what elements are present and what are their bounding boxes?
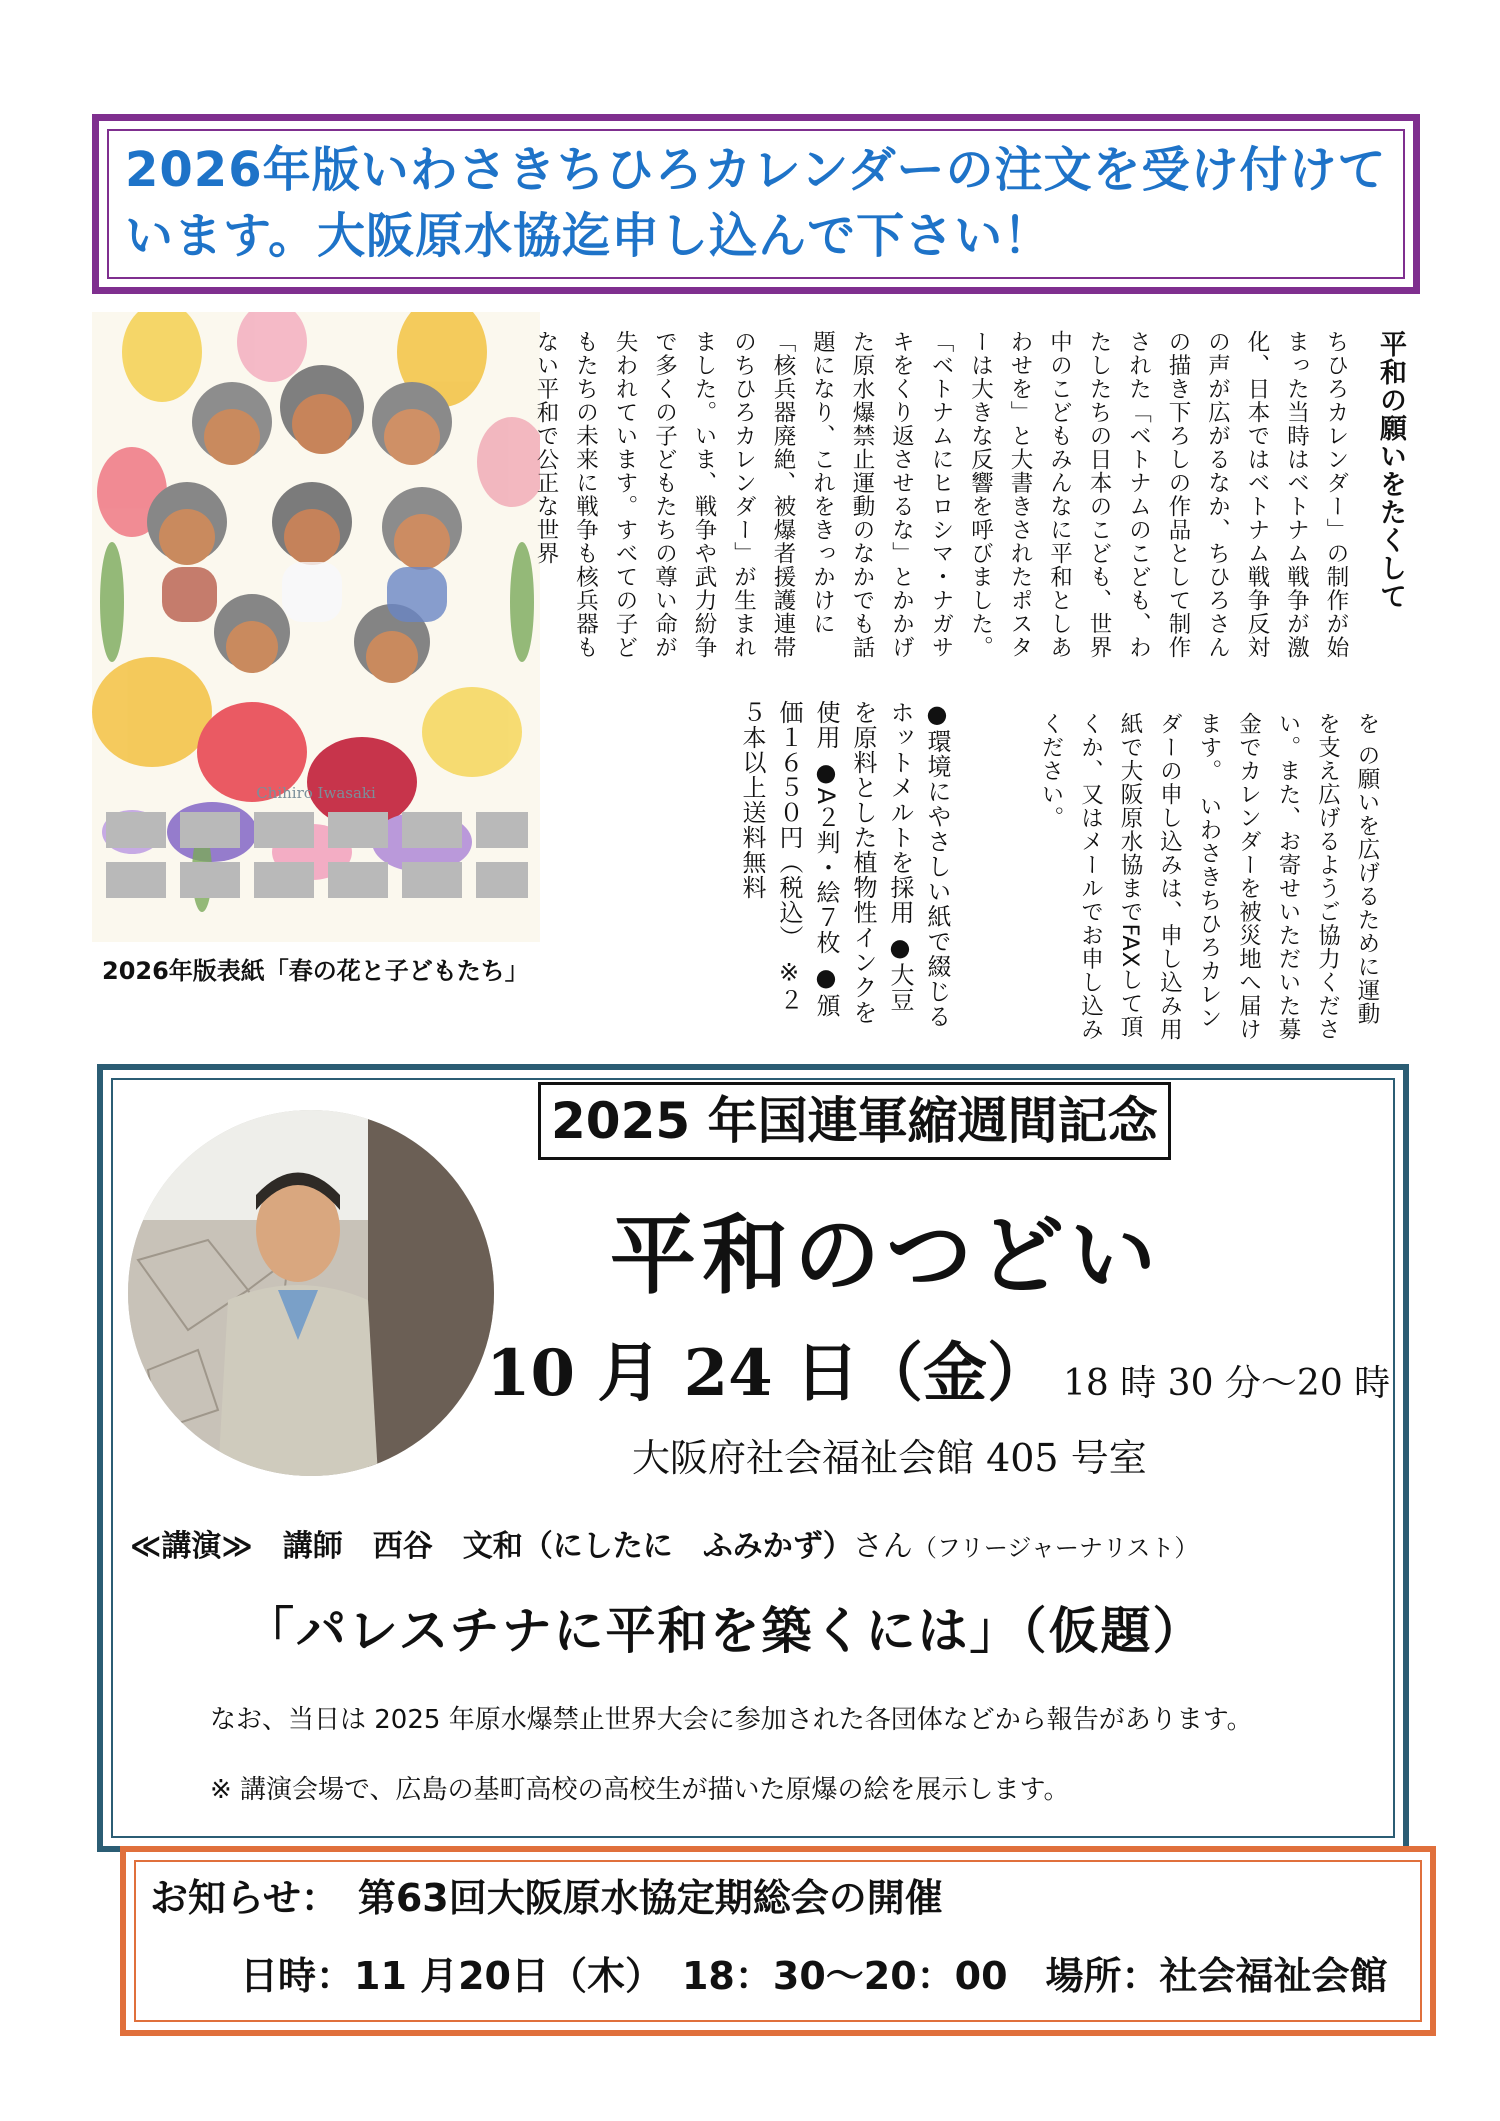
- notice-detail: 日時：11 月20日（木） 18：30～20：00 場所：社会福祉会館: [240, 1954, 1388, 1998]
- lecture-speaker: ≪講演≫ 講師 西谷 文和（にしたに ふみかず）: [130, 1529, 853, 1564]
- calendar-specs: ●環境にやさしい紙で綴じるホットメルトを採用 ●大豆を原料とした植物性インクを使用 ●A２判・絵７枚 ●頒価１６５０円（税込） ※２５本以上送料無料: [738, 700, 951, 1029]
- essay-body: ちひろカレンダー」の制作が始まった当時はベトナム戦争が激化、日本ではベトナム戦争反対の声が広がるなか、ちひろさんの描き下ろしの作品として制作された「ベトナムのこども、わたしたちの日本のこども、世界中のこどもみんなに平和としあわせを」と大書きされたポスターは大きな反響を呼びました。 「ベトナムにヒロシマ・ナガサキをくり返させるな」とかかげた原水爆禁止運動のなかでも話題になり、これをきっかけに「核兵器廃絶、被爆者援護連帯のちひろカレンダー」が生まれました。いま、戦争や武力紛争で多くの子どもたちの尊い命が失われています。すべての子どもたちの未来に戦争も核兵器もない平和で公正な世界: [533, 330, 1349, 672]
- event-note-exhibit: ※ 講演会場で、広島の基町高校の高校生が描いた原爆の絵を展示します。: [210, 1775, 1070, 1805]
- speaker-illustration: [128, 1110, 494, 1476]
- event-venue: 大阪府社会福祉会館 405 号室: [632, 1436, 1147, 1480]
- header-banner: [92, 114, 1420, 294]
- event-title: 平和のつどい: [610, 1206, 1162, 1306]
- lecture-suffix: さん: [852, 1529, 913, 1564]
- calendar-illustration: [92, 312, 540, 942]
- lecture-profession: （フリージャーナリスト）: [912, 1534, 1199, 1562]
- lecture-title: 「パレスチナに平和を築くには」（仮題）: [244, 1602, 1205, 1660]
- notice-title: お知らせ： 第63回大阪原水協定期総会の開催: [150, 1876, 943, 1920]
- event-date: 10 月 24 日（金）: [486, 1336, 1051, 1411]
- calendar-caption: 2026年版表紙「春の花と子どもたち」: [102, 957, 529, 985]
- event-kicker: 2025 年国連軍縮週間記念: [538, 1082, 1171, 1160]
- event-date-line: [486, 1336, 1390, 1422]
- event-note-report: なお、当日は 2025 年原水爆禁止世界大会に参加された各団体などから報告があります。: [210, 1705, 1253, 1735]
- lecture-line: [130, 1525, 1198, 1570]
- banner-text: 2026年版いわさきちひろカレンダーの注文を受け付けています。大阪原水協迄申し込んで下さい！: [125, 142, 1387, 264]
- event-time: 18 時 30 分～20 時: [1062, 1363, 1391, 1404]
- order-info: を の願いを広げるために運動を支え広げるようご協力ください。また、お寄せいただいた募金でカレンダーを被災地へ届けます。 いわさきちひろカレンダーの申し込みは、申し込み用紙で大阪原水協までFAXして頂くか、又はメールでお申し込みください。: [1038, 712, 1380, 1041]
- calendar-brand: Chihiro Iwasaki: [256, 784, 376, 802]
- speaker-photo: [128, 1110, 494, 1476]
- calendar-cover-image: [92, 312, 540, 942]
- essay-title: 平和の願いをたくして: [1375, 330, 1406, 610]
